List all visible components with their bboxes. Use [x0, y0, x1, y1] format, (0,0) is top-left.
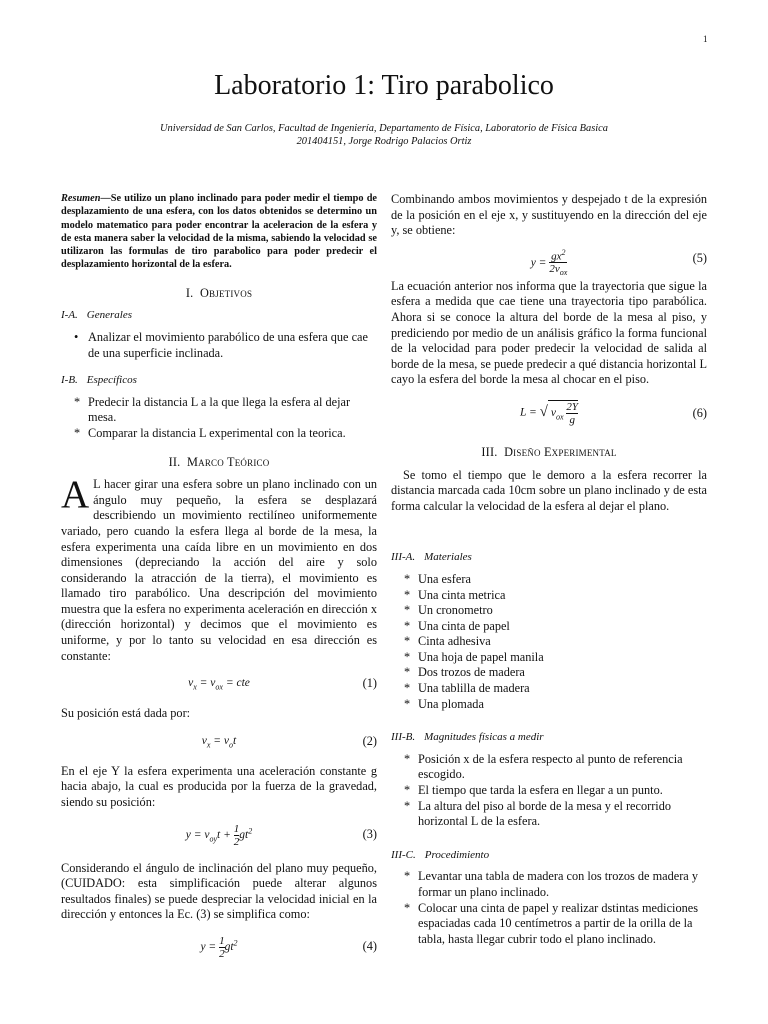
subsection-heading-magnitudes [391, 730, 707, 746]
bullet-dot-icon: • [74, 329, 79, 344]
equation-number: (1) [362, 676, 377, 691]
marco-teorico-intro [61, 473, 377, 664]
list-item-text: Una esfera [418, 571, 471, 586]
equation-number: (4) [362, 939, 377, 953]
list-item-text: Cinta adhesiva [418, 634, 491, 649]
list-item [391, 588, 707, 604]
affiliation-line-1: Universidad de San Carlos, Facultad de Ingeniería, Departamento de Física, Laboratorio de Física Basica [160, 123, 608, 134]
section-title: Diseño Experimental [504, 444, 617, 459]
section-title: Objetivos [199, 285, 253, 300]
paragraph-trajectory: La ecuación anterior nos informa que la trayectoria que sigue la esfera a medida que cae tiene una trayectoria tipo parabólica. Ahora si se conoce la altura del borde de la mesa al piso, y prediciendo por medio de un análisis gráfico la forma funcional de la velocidad para poder predecir la velocidad de salida al borde de la mesa, se puede predecir a qué distancia horizontal L cayo la esfera del borde la mesa al chocar en el piso. [391, 278, 707, 387]
list-item [391, 681, 707, 697]
procedimiento-list [391, 869, 707, 947]
asterisk-icon: * [404, 751, 411, 766]
subsection-heading-procedimiento [391, 848, 707, 864]
equation-6: L = √ $v_{ox}$ $\frac{2Y}{g}$ (6) [519, 400, 707, 426]
especificos-list [61, 395, 377, 442]
equation-1: $v_x = v_{ox}$ = cte (1) [188, 676, 377, 692]
subsection-heading-materiales [391, 550, 707, 566]
list-item [391, 619, 707, 635]
list-item-text: Dos trozos de madera [418, 665, 525, 680]
asterisk-icon: * [404, 649, 411, 664]
subsection-number: III-C. [391, 848, 416, 861]
subsection-heading-especificos [61, 373, 377, 389]
asterisk-icon: * [404, 603, 411, 618]
asterisk-icon: * [404, 618, 411, 633]
subsection-title: Procedimiento [424, 848, 490, 861]
list-item-text: Predecir la distancia L a la que llega la esfera al dejar mesa. [88, 394, 351, 425]
list-item-text: Analizar el movimiento parabólico de una esfera que cae de una superficie inclinada. [88, 329, 368, 360]
list-item [391, 783, 707, 799]
list-item [391, 869, 707, 900]
list-item-text: Una plomada [418, 696, 484, 711]
list-item-text: Una cinta metrica [418, 587, 506, 602]
asterisk-icon: * [404, 869, 411, 884]
paper-title: Laboratorio 1: Tiro parabolico [214, 70, 554, 101]
list-item [391, 901, 707, 948]
asterisk-icon: * [74, 425, 81, 440]
paragraph-diseno-intro: Se tomo el tiempo que le demoro a la esfera recorrer la distancia marcada cada 10cm sobre un plano inclinado y de esta forma calcular la velocidad de la esfera al dejar el plano. [391, 467, 707, 513]
equation-number: (3) [362, 826, 377, 841]
subsection-number: III-B. [391, 731, 416, 744]
left-column [61, 192, 377, 969]
asterisk-icon: * [74, 394, 81, 409]
list-item [391, 650, 707, 666]
paragraph-text: L hacer girar una esfera sobre un plano inclinado con un ángulo muy pequeño, la esfera se desplazará describiendo un movimiento rectilíneo uniformemente variado, pero cuando la esfera llega al borde de la mesa, la esfera experimenta una caída libre en un movimiento en dos dimensiones (depreciando la acción del aire y solo considerando la atracción de la tierra), el movimiento es llamado tiro parabólico. Una descripción del movimiento muestra que la esfera no experimenta aceleración en dirección x (dirección horizontal) y decimos que el movimiento es uniforme, y por lo tanto su velocidad en esa dirección es constante: [61, 477, 377, 663]
materiales-list [391, 572, 707, 712]
subsection-heading-generales [61, 308, 377, 324]
subsection-title: Específicos [86, 374, 137, 387]
list-item-text: Una tablilla de madera [418, 681, 530, 696]
paragraph-position: Su posición está dada por: [61, 706, 191, 721]
section-number: III. [481, 444, 498, 459]
equation-number: (6) [692, 405, 707, 420]
generales-list [61, 330, 377, 361]
list-item [391, 665, 707, 681]
equation-5: y = $\frac{gx^2}{2v_{ox}}$ (5) [530, 247, 707, 278]
subsection-title: Magnitudes físicas a medir [424, 731, 544, 744]
paragraph-combine: Combinando ambos movimientos y despejado t de la expresión de la posición en el eje x, y sustituyendo en la dirección del eje y, se obtiene: [391, 192, 707, 238]
list-item-text: La altura del piso al borde de la mesa y el recorrido horizontal L de la esfera. [418, 798, 672, 829]
list-item-text: Posición x de la esfera respecto al punto de referencia escogido. [418, 751, 683, 782]
list-item-text: Un cronometro [418, 603, 493, 618]
section-heading-objetivos [61, 286, 377, 302]
asterisk-icon: * [404, 681, 411, 696]
list-item [391, 799, 707, 830]
section-heading-diseno-experimental [391, 445, 707, 461]
asterisk-icon: * [404, 783, 411, 798]
list-item-text: Comparar la distancia L experimental con la teorica. [88, 425, 346, 440]
subsection-number: I-A. [61, 309, 78, 322]
author-line: 201404151, Jorge Rodrigo Palacios Ortiz [296, 136, 472, 147]
list-item-text: Una hoja de papel manila [418, 649, 544, 664]
section-number: I. [185, 285, 194, 300]
section-heading-marco-teorico [61, 455, 377, 471]
equation-number: (5) [692, 250, 707, 265]
drop-cap: A [61, 473, 90, 517]
subsection-number: III-A. [391, 551, 416, 564]
list-item [391, 572, 707, 588]
list-item [391, 697, 707, 713]
subsection-title: Generales [86, 309, 133, 322]
page-number: 1 [703, 34, 708, 44]
list-item-text: Levantar una tabla de madera con los trozos de madera y formar un plano inclinado. [418, 869, 698, 899]
asterisk-icon: * [404, 900, 411, 915]
section-number: II. [168, 454, 181, 469]
asterisk-icon: * [404, 571, 411, 586]
equation-2: $v_x = v_ot$ (2) [201, 733, 377, 750]
abstract-text: —Se utilizo un plano inclinado para poder medir el tiempo de desplazamiento de una esfera, con los datos obtenidos se determino un modelo matematico para poder encontrar la aceleracion de la esfera y de esta manera saber la velocidad de la misma, sabiendo la velocidad se utilizaron las formulas de tiro parabolico para poder predecir el desplazamiento horizontal de la esfera. [61, 193, 377, 271]
subsection-title: Materiales [424, 551, 472, 564]
list-item [391, 634, 707, 650]
paragraph-simplify: Considerando el ángulo de inclinación del plano muy pequeño, (CUIDADO: esta simplificación puede alterar algunos resultados finales) se puede despreciar la velocidad inicial en la dirección y entonces la Ec. (3) se simplifica como: [61, 860, 377, 922]
magnitudes-list [391, 752, 707, 830]
list-item-text: El tiempo que tarda la esfera en llegar a un punto. [418, 783, 663, 798]
asterisk-icon: * [404, 587, 411, 602]
equation-3: $y = v_{oy}t$ + $\frac{1}{2}$ $gt^2$ (3) [185, 822, 377, 848]
affiliation [0, 122, 768, 148]
paragraph-y-axis: En el eje Y la esfera experimenta una aceleración constante g hacia abajo, la cual es producida por la fuerza de la gravedad, siendo su posición: [61, 763, 377, 810]
list-item-text: Colocar una cinta de papel y realizar dstintas mediciones espaciadas cada 10 centímetros a partir de la orilla de la tabla, hasta llegar cubrir todo el plano inclinado. [418, 900, 698, 946]
list-item [61, 330, 377, 361]
abstract [61, 192, 377, 272]
equation-number: (2) [362, 733, 377, 748]
list-item [391, 603, 707, 619]
list-item [61, 426, 377, 442]
asterisk-icon: * [404, 696, 411, 711]
section-title: Marco Teórico [187, 454, 270, 469]
equation-4: y = $\frac{1}{2}$ $gt^2$ (4) [200, 935, 377, 960]
abstract-lead: Resumen [61, 193, 101, 204]
subsection-number: I-B. [61, 374, 78, 387]
asterisk-icon: * [404, 634, 411, 649]
asterisk-icon: * [404, 798, 411, 813]
list-item [61, 395, 377, 426]
right-column [391, 192, 707, 955]
asterisk-icon: * [404, 665, 411, 680]
list-item-text: Una cinta de papel [418, 618, 510, 633]
list-item [391, 752, 707, 783]
